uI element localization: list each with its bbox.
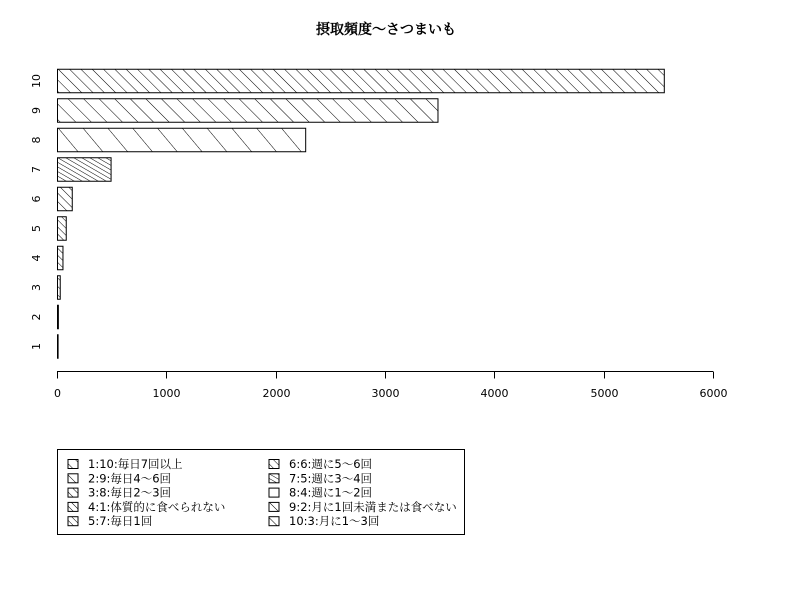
bar-7: [58, 158, 112, 182]
legend-swatch: [68, 460, 78, 469]
y-tick-label: 1: [30, 343, 43, 350]
x-tick-label: 6000: [699, 387, 728, 400]
legend-swatch: [68, 488, 78, 497]
y-tick-label: 5: [30, 225, 43, 232]
bar-5: [58, 217, 67, 241]
y-tick-label: 3: [30, 284, 43, 291]
bar-4: [58, 246, 63, 270]
legend-label: 7:5:週に3〜4回: [289, 471, 373, 486]
legend-swatch: [68, 474, 78, 483]
legend-swatch: [68, 502, 78, 511]
x-axis: [54, 372, 728, 401]
bar-9: [58, 99, 438, 123]
x-tick-label: 1000: [152, 387, 181, 400]
y-tick-label: 6: [30, 195, 43, 203]
legend-label: 1:10:毎日7回以上: [88, 457, 183, 471]
y-tick-label: 8: [30, 136, 43, 144]
legend-label: 8:4:週に1〜2回: [289, 485, 373, 500]
legend-label: 2:9:毎日4〜6回: [88, 471, 172, 486]
bar-3: [58, 276, 61, 300]
legend-swatch: [269, 502, 279, 511]
legend: [58, 450, 465, 535]
legend-swatch: [269, 474, 279, 483]
legend-label: 6:6:週に5〜6回: [289, 457, 373, 471]
legend-swatch: [68, 517, 78, 526]
legend-swatch: [269, 488, 279, 497]
x-tick-label: 4000: [480, 387, 509, 400]
chart-title: 摂取頻度〜さつまいも: [316, 22, 456, 38]
bar-8: [58, 128, 306, 152]
y-tick-label: 10: [30, 74, 43, 88]
legend-label: 3:8:毎日2〜3回: [88, 485, 172, 500]
bar-2: [58, 305, 59, 329]
legend-swatch: [269, 460, 279, 469]
bar-1: [58, 335, 59, 359]
bar-6: [58, 187, 73, 211]
legend-label: 9:2:月に1回未満または食べない: [289, 499, 457, 514]
legend-label: 4:1:体質的に食べられない: [88, 499, 226, 514]
legend-label: 10:3:月に1〜3回: [289, 514, 380, 529]
x-tick-label: 5000: [590, 387, 619, 400]
y-axis: [30, 74, 43, 350]
bar-10: [58, 69, 665, 93]
y-tick-label: 2: [30, 313, 43, 321]
y-tick-label: 9: [30, 107, 43, 114]
x-tick-label: 0: [54, 387, 61, 400]
x-tick-label: 2000: [262, 387, 291, 400]
x-tick-label: 3000: [371, 387, 400, 400]
legend-label: 5:7:毎日1回: [88, 514, 153, 529]
y-tick-label: 4: [30, 254, 43, 262]
bars-group: [58, 69, 665, 358]
legend-swatch: [269, 517, 279, 526]
y-tick-label: 7: [30, 166, 43, 173]
